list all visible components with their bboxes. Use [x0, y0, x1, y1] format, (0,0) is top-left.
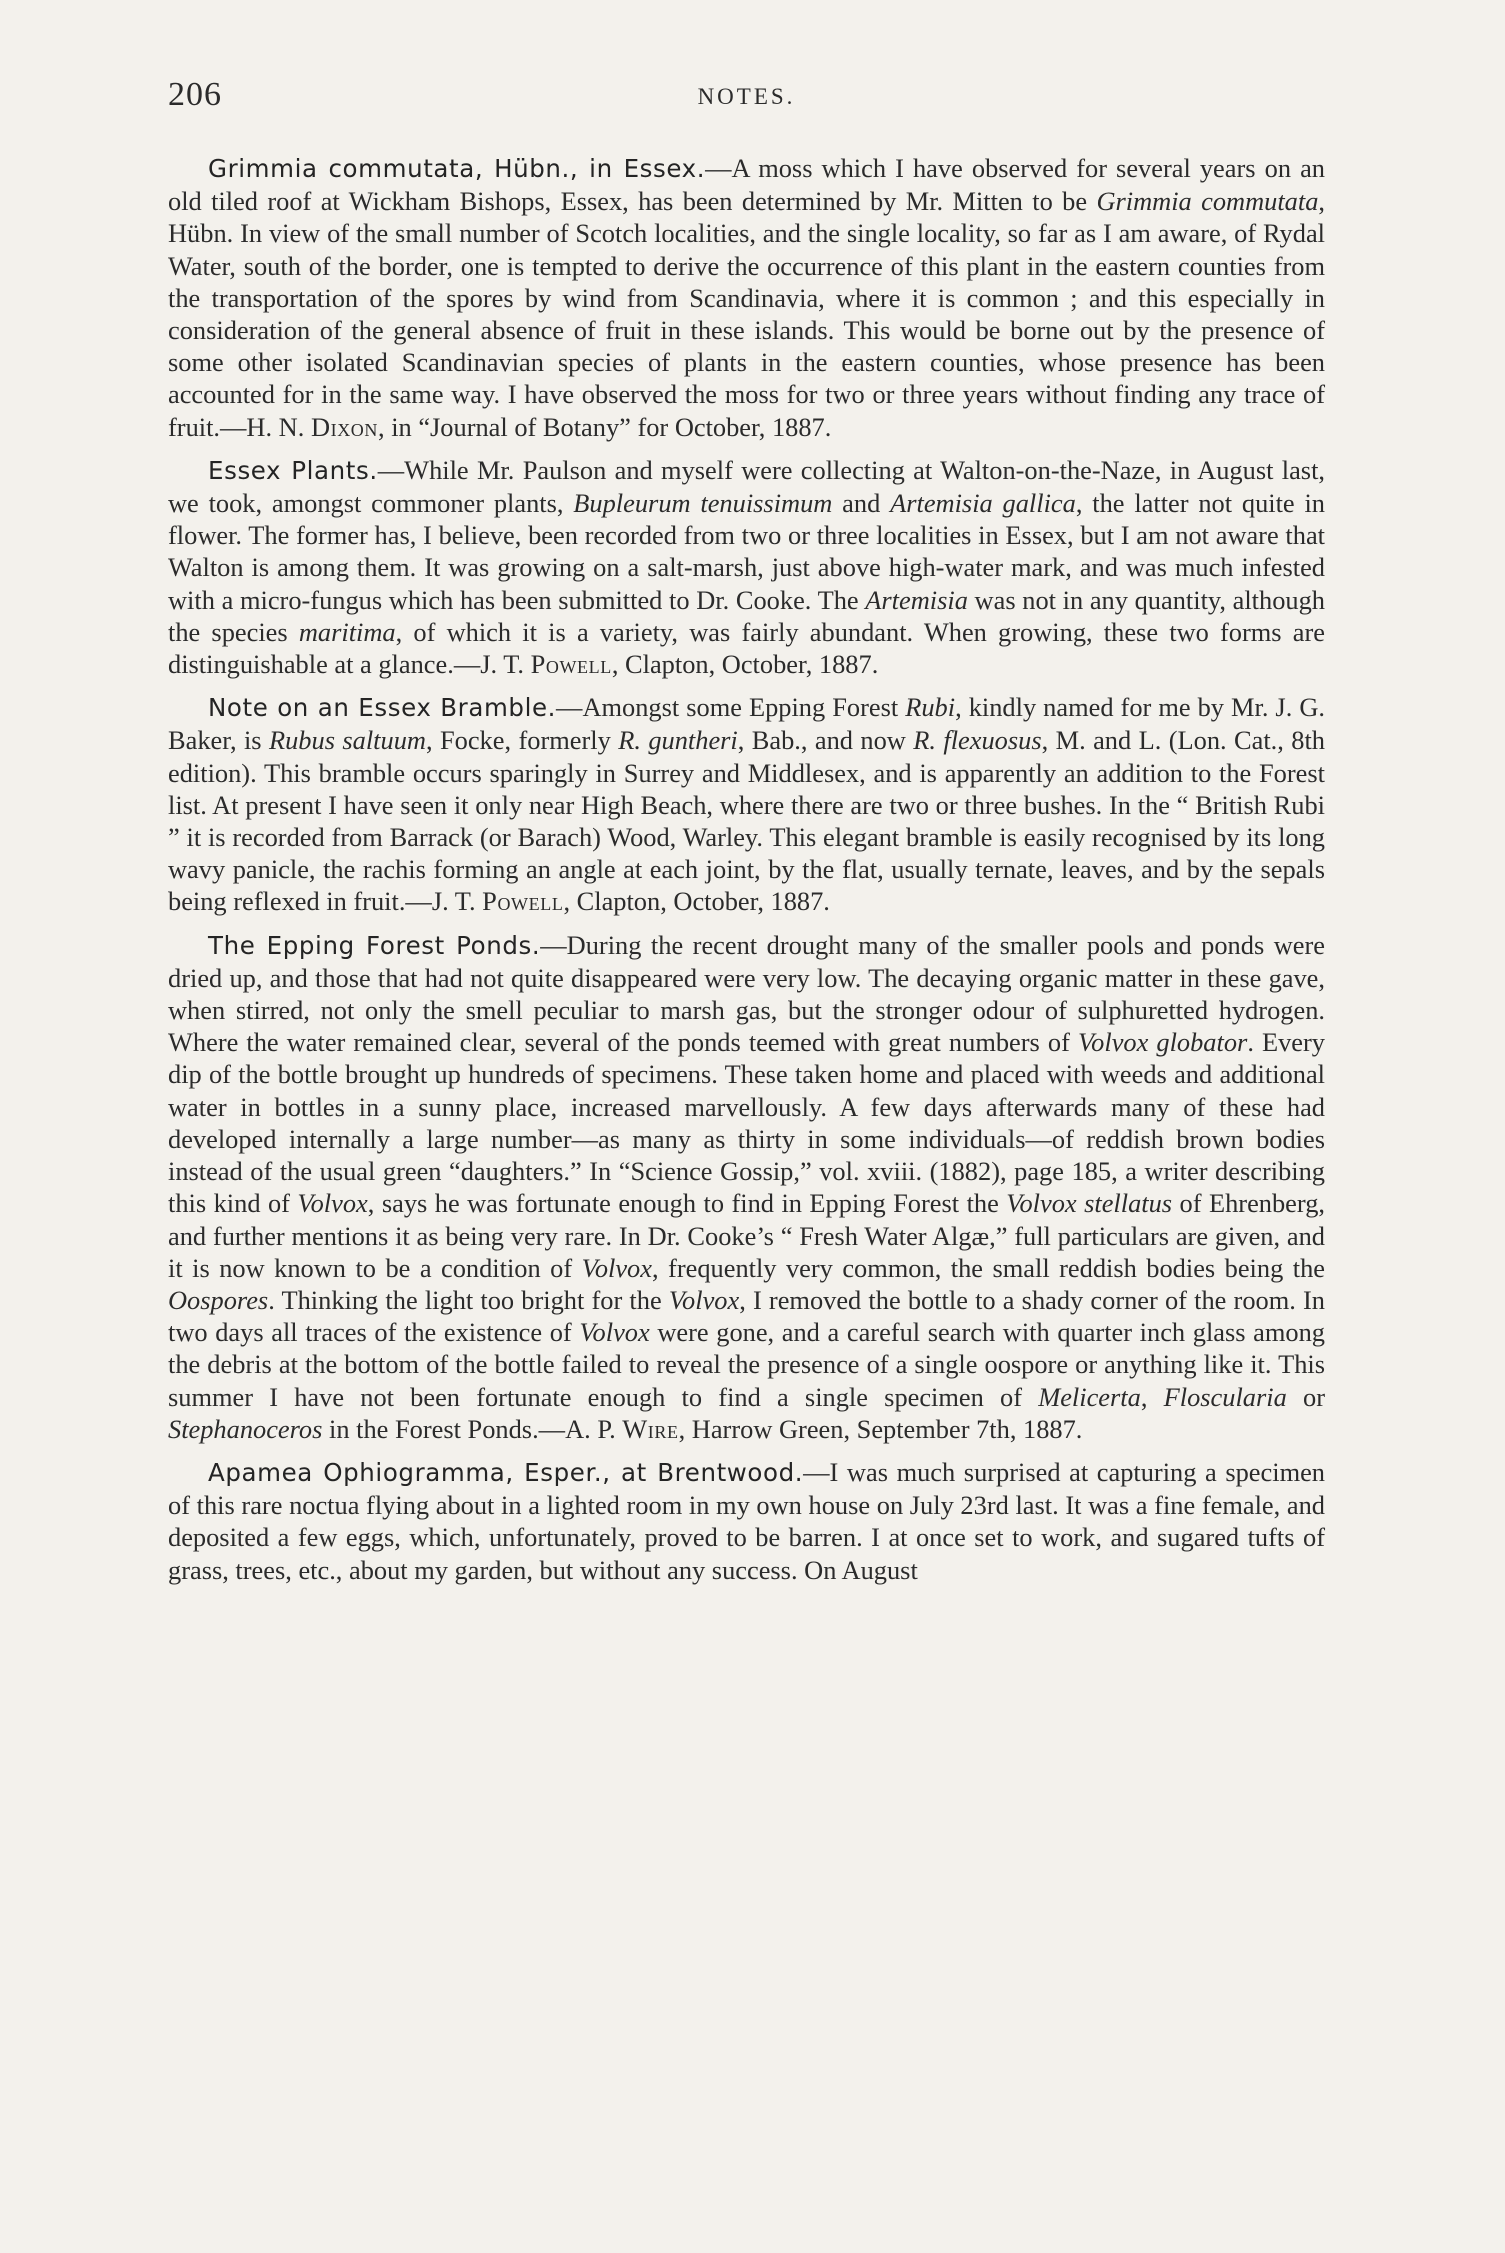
running-head — [168, 70, 1325, 126]
note-text: , in “Journal of Botany” for October, 1887. — [378, 411, 832, 442]
italic-term: Rubi — [905, 692, 956, 723]
italic-term: R. guntheri — [618, 725, 738, 756]
note-text: , Bab., and now — [737, 725, 914, 756]
note-paragraph — [168, 691, 1325, 917]
note-text: , kindly named for me by Mr. J. G. Baker, is — [168, 692, 1325, 756]
note-heading: Apamea Ophiogramma, Esper., at Brentwood. — [208, 1457, 804, 1487]
note-text: , I removed the bottle to a shady corner of the room. In two days all traces of the existence of — [168, 1284, 1325, 1348]
running-title: NOTES. — [697, 84, 796, 109]
note-heading: Essex Plants. — [208, 455, 378, 485]
note-text: , M. and L. (Lon. Cat., 8th edition). This bramble occurs sparingly in Surrey and Middlesex, and is apparently an addition to the Forest list. At present I have seen it only near High Beach, where there are two or three bushes. In the “ British Rubi ” it is recorded from Barrack (or Barach) Wood, Warley. This elegant bramble is easily recognised by its long wavy panicle, the rachis forming an angle at each joint, by the flat, usually ternate, leaves, and by the sepals being reflexed in fruit.—J. T. — [168, 725, 1326, 917]
note-text: —Amongst some Epping Forest — [556, 692, 906, 723]
italic-term: Artemisia gallica — [890, 488, 1076, 519]
note-text: , Clapton, October, 1887. — [611, 649, 879, 680]
note-text: and — [832, 488, 891, 519]
author-name: Dixon — [310, 411, 378, 442]
italic-term: Volvox stellatus — [1006, 1188, 1173, 1219]
note-text: —I was much surprised at capturing a specimen of this rare noctua flying about in a lighted room in my own house on July 23rd last. It was a fine female, and deposited a few eggs, which, unfortunately, proved to be barren. I at once set to work, and sugared tufts of grass, trees, etc., about my garden, but without any success. On August — [168, 1456, 1326, 1585]
author-name: Wire — [622, 1413, 679, 1444]
italic-term: Artemisia — [865, 584, 968, 615]
italic-term: maritima — [298, 616, 396, 647]
note-paragraph — [168, 454, 1325, 680]
note-paragraph — [168, 152, 1325, 443]
italic-term: Rubus saltuum — [268, 725, 426, 756]
note-text: —While Mr. Paulson and myself were collecting at Walton-on-the-Naze, in August last, we took, amongst commoner plants, — [168, 454, 1325, 519]
italic-term: Volvox — [581, 1252, 652, 1283]
author-name: Powell — [530, 649, 612, 680]
note-text: of Ehrenberg, and further mentions it as being very rare. In Dr. Cooke’s “ Fresh Water Algæ,” full particulars are given, and it is now known to be a condition of — [168, 1188, 1325, 1283]
note-text: in the Forest Ponds.—A. P. — [322, 1413, 623, 1444]
note-text: —During the recent drought many of the smaller pools and ponds were dried up, and those that had not quite disappeared were very low. The decaying organic matter in these gave, when stirred, not only the smell peculiar to marsh gas, but the stronger odour of sulphuretted hydrogen. Where the water remained clear, several of the ponds teemed with great numbers of — [168, 929, 1325, 1058]
note-paragraph — [168, 929, 1325, 1445]
notes-body — [168, 152, 1325, 1586]
note-heading: Grimmia commutata, Hübn., in Essex. — [208, 154, 706, 183]
note-text: . Thinking the light too bright for the — [268, 1284, 669, 1315]
author-name: Powell — [482, 886, 564, 917]
note-text: . Every dip of the bottle brought up hundreds of specimens. These taken home and placed with weeds and additional water in bottles in a sunny place, increased marvellously. A few days afterwards many of these had developed internally a large number—as many as thirty in some individuals—of reddish brown bodies instead of the usual green “daughters.” In “Science Gossip,” vol. xviii. (1882), page 185, a writer describing this kind of — [168, 1027, 1326, 1219]
italic-term: Volvox — [668, 1284, 740, 1315]
note-text: , Focke, formerly — [425, 725, 619, 756]
italic-term: Floscularia — [1163, 1381, 1287, 1412]
note-text: were gone, and a careful search with quarter inch glass among the debris at the bottom of the bottle failed to reveal the presence of a single oospore or anything like it. This summer I have not been fortunate enough to find a single specimen of — [168, 1317, 1325, 1412]
italic-term: Melicerta — [1038, 1381, 1141, 1412]
italic-term: Oospores — [168, 1284, 269, 1315]
note-paragraph — [168, 1456, 1325, 1586]
note-text: —A moss which I have observed for several years on an old tiled roof at Wickham Bishops, Essex, has been determined by Mr. Mitten to be — [168, 153, 1326, 217]
italic-term: Volvox — [579, 1317, 650, 1348]
note-heading: The Epping Forest Ponds. — [208, 930, 541, 960]
note-text: , Harrow Green, September 7th, 1887. — [678, 1413, 1083, 1444]
note-heading: Note on an Essex Bramble. — [208, 693, 557, 723]
note-text: , — [1140, 1381, 1164, 1412]
note-text: , the latter not quite in flower. The former has, I believe, been recorded from two or three localities in Essex, but I am not aware that Walton is among them. It was growing on a salt-marsh, just above high-water mark, and was much infested with a micro-fungus which has been submitted to Dr. Cooke. The — [168, 488, 1325, 615]
italic-term: Volvox — [297, 1188, 368, 1219]
note-text: or — [1286, 1381, 1325, 1412]
italic-term: Grimmia commutata — [1096, 186, 1319, 217]
note-text: , says he was fortunate enough to find in Epping Forest the — [367, 1188, 1007, 1219]
italic-term: R. flexuosus — [913, 725, 1042, 756]
page-number: 206 — [168, 76, 222, 113]
note-text: was not in any quantity, although the species — [168, 584, 1325, 647]
italic-term: Bupleurum tenuissimum — [573, 488, 833, 519]
italic-term: Stephanoceros — [168, 1413, 323, 1444]
note-text: , Clapton, October, 1887. — [563, 886, 830, 917]
italic-term: Volvox globator — [1077, 1027, 1248, 1058]
note-text: , frequently very common, the small reddish bodies being the — [651, 1252, 1325, 1283]
note-text: , Hübn. In view of the small number of Scotch localities, and the single locality, so far as I am aware, of Rydal Water, south of the border, one is tempted to derive the occurrence of this plant in the eastern counties from the transportation of the spores by wind from Scandinavia, where it is common ; and this especially in consideration of the general absence of fruit in these islands. This would be borne out by the presence of some other isolated Scandinavian species of plants in the eastern counties, whose presence has been accounted for in the same way. I have observed the moss for two or three years without finding any trace of fruit.—H. N. — [168, 186, 1326, 442]
note-text: , of which it is a variety, was fairly abundant. When growing, these two forms are distinguishable at a glance.—J. T. — [168, 616, 1325, 680]
